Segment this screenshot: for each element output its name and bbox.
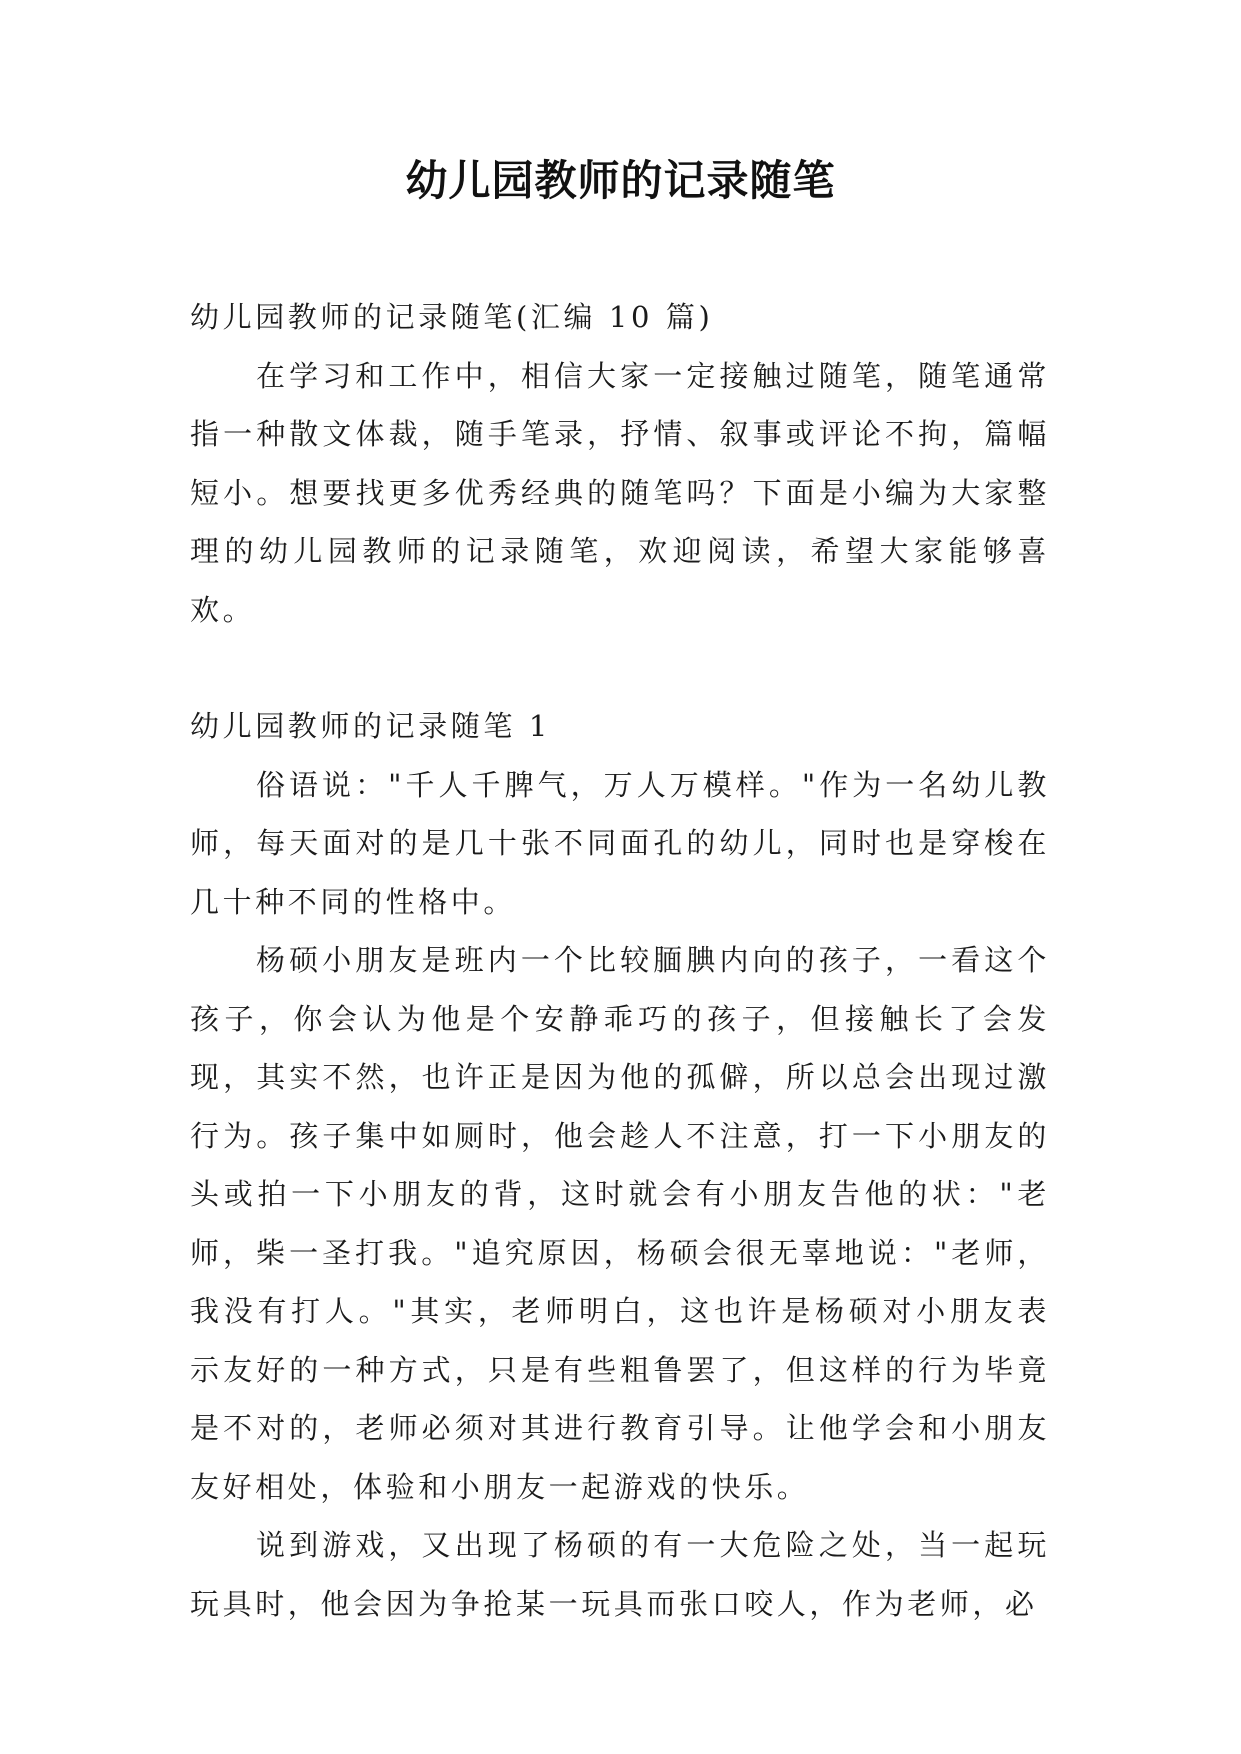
body-paragraph: 俗语说："千人千脾气，万人万模样。"作为一名幼儿教师，每天面对的是几十张不同面孔的幼儿，同时也是穿梭在几十种不同的性格中。: [190, 767, 1050, 919]
body-paragraph: 说到游戏，又出现了杨硕的有一大危险之处，当一起玩玩具时，他会因为争抢某一玩具而张口咬人，作为老师，必: [190, 1528, 1050, 1621]
document-title: 幼儿园教师的记录随笔: [405, 156, 836, 205]
section-heading: 幼儿园教师的记录随笔 1: [190, 709, 551, 743]
document-body: [190, 288, 1050, 1633]
intro-paragraph: 在学习和工作中，相信大家一定接触过随笔，随笔通常指一种散文体裁，随手笔录，抒情、叙事或评论不拘，篇幅短小。想要找更多优秀经典的随笔吗？下面是小编为大家整理的幼儿园教师的记录随笔，欢迎阅读，希望大家能够喜欢。: [190, 358, 1050, 627]
body-paragraph: 杨硕小朋友是班内一个比较腼腆内向的孩子，一看这个孩子，你会认为他是个安静乖巧的孩子，但接触长了会发现，其实不然，也许正是因为他的孤僻，所以总会出现过激行为。孩子集中如厕时，他会趁人不注意，打一下小朋友的头或拍一下小朋友的背，这时就会有小朋友告他的状："老师，柴一圣打我。"追究原因，杨硕会很无辜地说："老师，我没有打人。"其实，老师明白，这也许是杨硕对小朋友表示友好的一种方式，只是有些粗鲁罢了，但这样的行为毕竟是不对的，老师必须对其进行教育引导。让他学会和小朋友友好相处，体验和小朋友一起游戏的快乐。: [190, 943, 1050, 1504]
document-subtitle: 幼儿园教师的记录随笔(汇编 10 篇): [190, 300, 714, 334]
